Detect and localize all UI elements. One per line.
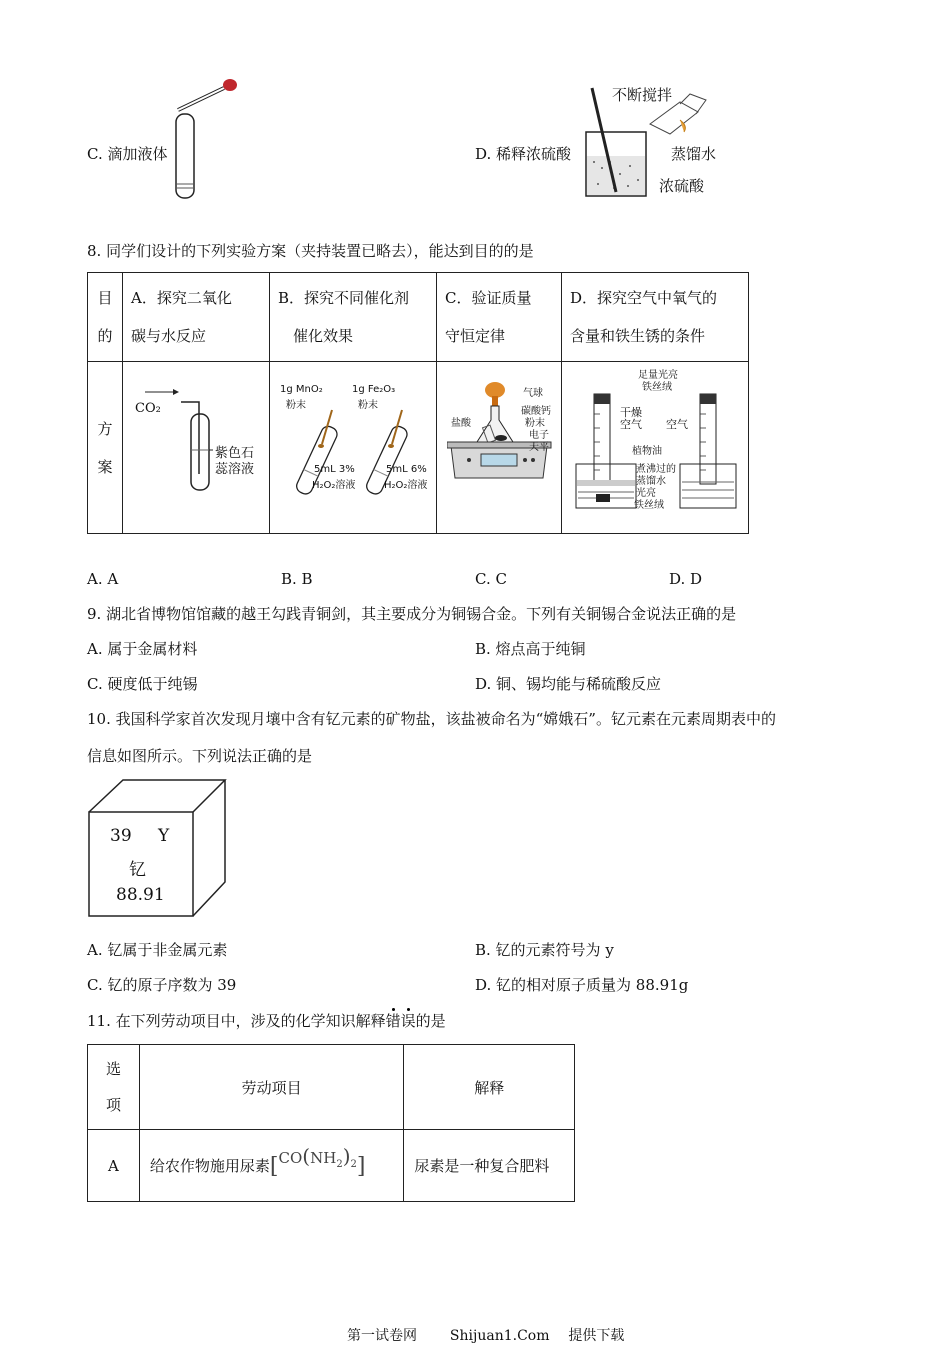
purpose-a-2: 碳与水反应	[131, 327, 207, 345]
q8-answer-b: B. B	[281, 570, 313, 588]
q10-stem-2: 信息如图所示。下列说法正确的是	[87, 747, 313, 765]
formula-sub-2: 2	[350, 1159, 357, 1170]
q8-table	[87, 272, 749, 534]
d-bottom-2: 铁丝绒	[634, 500, 664, 511]
header-task: 劳动项目	[139, 1045, 404, 1130]
row-a-task-cell	[139, 1130, 404, 1202]
row2-header-a: 方	[97, 419, 113, 438]
q11-stem-pre: 11. 在下列劳动项目中，涉及的化学知识解释	[87, 1012, 386, 1030]
h2o2-3-label: 5mL 3%	[314, 464, 355, 475]
purpose-c-2: 守恒定律	[445, 327, 506, 345]
row-a-task: 给农作物施用尿素	[149, 1157, 270, 1175]
d-dry-1: 干燥	[620, 406, 642, 419]
footer-domain[interactable]: Shijuan1.Com	[449, 1328, 550, 1344]
formula-nh: NH	[310, 1149, 337, 1167]
header-option-b: 项	[105, 1096, 121, 1114]
d-top-2: 铁丝绒	[642, 382, 672, 393]
row-a-option: A	[88, 1130, 140, 1202]
element-mass: 88.91	[116, 885, 165, 905]
purpose-c-1: C．验证质量	[445, 289, 532, 307]
purpose-a-1: A．探究二氧化	[131, 289, 232, 307]
q10-option-d: D. 钇的相对原子质量为 88.91g	[475, 976, 689, 994]
option-d-text: D. 稀释浓硫酸	[475, 145, 572, 163]
purpose-b-2: 催化效果	[278, 327, 354, 345]
q11-stem	[87, 1011, 446, 1031]
litmus-label-2: 蕊溶液	[215, 462, 255, 477]
q10-option-c: C. 钇的原子序数为 39	[87, 976, 237, 994]
purpose-d-2: 含量和铁生锈的条件	[570, 327, 706, 345]
d-dry-2: 空气	[620, 418, 642, 431]
q10-stem-1: 10. 我国科学家首次发现月壤中含有钇元素的矿物盐，该盐被命名为“嫦娥石”。钇元素在元素周期表中的	[87, 710, 776, 728]
mno2-label: 1g MnO₂	[280, 384, 323, 395]
row1-header-a: 目	[97, 289, 113, 307]
row2-header-b: 案	[97, 457, 113, 476]
caco3-label: 碳酸钙	[521, 406, 551, 417]
q11-table	[87, 1044, 575, 1202]
row1-header-b: 的	[97, 327, 113, 345]
stir-label: 不断搅拌	[612, 86, 673, 104]
litmus-label-1: 紫色石	[215, 446, 255, 461]
fe2o3-label: 1g Fe₂O₃	[352, 384, 396, 395]
q9-option-b: B. 熔点高于纯铜	[475, 640, 586, 658]
element-name: 钇	[129, 860, 146, 880]
fig-c-cell	[437, 362, 562, 534]
q9-option-d: D. 铜、锡均能与稀硫酸反应	[475, 675, 662, 693]
fig-a-cell	[123, 362, 270, 534]
formula-sub-1: 2	[336, 1159, 343, 1170]
fig-b-cell	[270, 362, 437, 534]
footer-provide: 提供下载	[568, 1328, 625, 1344]
q11-emph-1: 错	[385, 1012, 401, 1030]
q8-answer-c: C. C	[475, 570, 507, 588]
h2o2-6-sol: H₂O₂溶液	[384, 480, 428, 491]
bracket-close: ]	[356, 1154, 366, 1179]
element-symbol: Y	[158, 826, 170, 846]
h2o2-3-sol: H₂O₂溶液	[312, 480, 356, 491]
co2-label: CO₂	[135, 401, 161, 416]
h2o2-6-label: 5mL 6%	[386, 464, 427, 475]
q11-emph-2: 误	[400, 1012, 416, 1030]
header-option-a: 选	[105, 1060, 121, 1078]
d-boiled-1: 煮沸过的	[636, 464, 676, 475]
water-label: 蒸馏水	[671, 145, 717, 163]
balloon-label: 气球	[523, 388, 543, 399]
q8-stem: 8. 同学们设计的下列实验方案（夹持装置已略去），能达到目的的是	[87, 242, 534, 260]
d-air: 空气	[666, 418, 688, 431]
bracket-open: [	[269, 1154, 279, 1179]
q11-stem-post: 的是	[415, 1012, 446, 1030]
header-explain: 解释	[404, 1045, 575, 1130]
fe2o3-powder: 粉末	[358, 400, 378, 411]
caco3-powder: 粉末	[525, 418, 545, 429]
dropper-tube-figure	[168, 76, 248, 206]
d-top-1: 足量光亮	[638, 370, 678, 381]
q10-option-a: A. 钇属于非金属元素	[87, 941, 228, 959]
mno2-powder: 粉末	[286, 400, 306, 411]
q9-stem: 9. 湖北省博物馆馆藏的越王勾践青铜剑，其主要成分为铜锡合金。下列有关铜锡合金说法正确的是	[87, 605, 737, 623]
d-oil: 植物油	[632, 446, 662, 457]
d-boiled-2: 蒸馏水	[636, 476, 666, 487]
d-bottom-1: 光亮	[636, 488, 656, 499]
formula-co: CO	[278, 1149, 303, 1167]
q9-option-a: A. 属于金属材料	[87, 640, 198, 658]
q8-answer-d: D. D	[669, 570, 703, 588]
fig-d-cell	[562, 362, 749, 534]
formula: $CO(NH_2)_2$	[278, 1144, 357, 1170]
scale-label-2: 天平	[529, 442, 549, 453]
q8-answer-a: A. A	[87, 570, 119, 588]
option-c-text: C. 滴加液体	[87, 145, 168, 163]
acid-label: 浓硫酸	[659, 177, 705, 195]
row-a-explain: 尿素是一种复合肥料	[404, 1130, 575, 1202]
purpose-d-1: D．探究空气中氧气的	[570, 289, 718, 307]
footer	[347, 1325, 624, 1345]
footer-site: 第一试卷网	[347, 1328, 417, 1344]
q10-option-b: B. 钇的元素符号为 y	[475, 941, 614, 959]
purpose-b-1: B．探究不同催化剂	[278, 289, 410, 307]
q9-option-c: C. 硬度低于纯锡	[87, 675, 198, 693]
scale-label-1: 电子	[529, 430, 549, 441]
element-number: 39	[110, 826, 132, 846]
hcl-label: 盐酸	[451, 418, 471, 429]
